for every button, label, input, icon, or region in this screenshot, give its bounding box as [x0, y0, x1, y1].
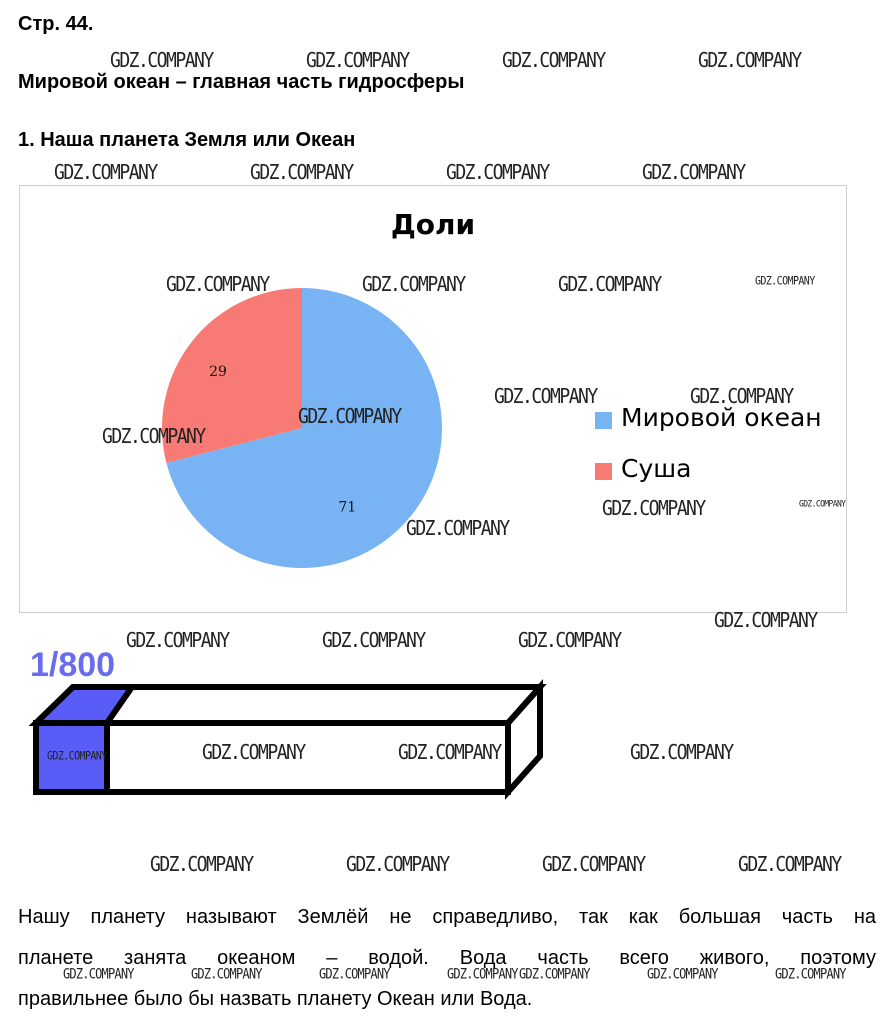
watermark: GDZ.COMPANY	[202, 740, 305, 765]
scale-label: 1/800	[30, 646, 116, 684]
legend-swatch-ocean	[595, 412, 612, 429]
watermark: GDZ.COMPANY	[558, 272, 661, 297]
watermark: GDZ.COMPANY	[494, 384, 597, 409]
watermark: GDZ.COMPANY	[191, 965, 262, 983]
watermark: GDZ.COMPANY	[319, 965, 390, 983]
watermark: GDZ.COMPANY	[398, 740, 501, 765]
legend-swatch-land	[595, 463, 612, 480]
watermark: GDZ.COMPANY	[322, 628, 425, 653]
watermark: GDZ.COMPANY	[642, 160, 745, 185]
pie-label-ocean: 71	[338, 499, 357, 516]
watermark: GDZ.COMPANY	[775, 965, 846, 983]
pie-label-land: 29	[209, 364, 227, 381]
watermark: GDZ.COMPANY	[166, 272, 269, 297]
section-title: Мировой океан – главная часть гидросферы	[18, 71, 465, 93]
scale-bar-filled-top	[36, 687, 132, 723]
paragraph-line-1: Нашу планету называют Землёй не справедливо, так как большая часть на	[18, 906, 876, 928]
watermark: GDZ.COMPANY	[502, 48, 605, 73]
watermark: GDZ.COMPANY	[690, 384, 793, 409]
watermark: GDZ.COMPANY	[799, 498, 846, 509]
watermark: GDZ.COMPANY	[102, 424, 205, 449]
watermark: GDZ.COMPANY	[298, 404, 401, 429]
page-heading: Стр. 44.	[18, 13, 94, 35]
watermark: GDZ.COMPANY	[63, 965, 134, 983]
watermark: GDZ.COMPANY	[150, 852, 253, 877]
watermark: GDZ.COMPANY	[714, 608, 817, 633]
watermark: GDZ.COMPANY	[738, 852, 841, 877]
watermark: GDZ.COMPANY	[362, 272, 465, 297]
watermark: GDZ.COMPANY	[519, 965, 590, 983]
watermark: GDZ.COMPANY	[698, 48, 801, 73]
watermark: GDZ.COMPANY	[47, 750, 107, 763]
task-title: 1. Наша планета Земля или Океан	[18, 129, 356, 151]
watermark: GDZ.COMPANY	[518, 628, 621, 653]
paragraph-line-2: планете занята океаном – водой. Вода часть всего живого, поэтому	[18, 947, 876, 969]
watermark: GDZ.COMPANY	[446, 160, 549, 185]
paragraph-line-3: правильнее было бы назвать планету Океан или Вода.	[18, 988, 533, 1010]
watermark: GDZ.COMPANY	[647, 965, 718, 983]
legend-label-land: Суша	[621, 454, 692, 483]
watermark: GDZ.COMPANY	[346, 852, 449, 877]
watermark: GDZ.COMPANY	[602, 496, 705, 521]
watermark: GDZ.COMPANY	[630, 740, 733, 765]
watermark: GDZ.COMPANY	[447, 965, 518, 983]
watermark: GDZ.COMPANY	[110, 48, 213, 73]
watermark: GDZ.COMPANY	[542, 852, 645, 877]
watermark: GDZ.COMPANY	[755, 275, 815, 288]
watermark: GDZ.COMPANY	[126, 628, 229, 653]
legend-label-ocean: Мировой океан	[621, 403, 822, 432]
chart-title: Доли	[390, 208, 476, 241]
watermark: GDZ.COMPANY	[306, 48, 409, 73]
scale-bar-side-face	[508, 687, 540, 792]
watermark: GDZ.COMPANY	[54, 160, 157, 185]
watermark: GDZ.COMPANY	[406, 516, 509, 541]
watermark: GDZ.COMPANY	[250, 160, 353, 185]
